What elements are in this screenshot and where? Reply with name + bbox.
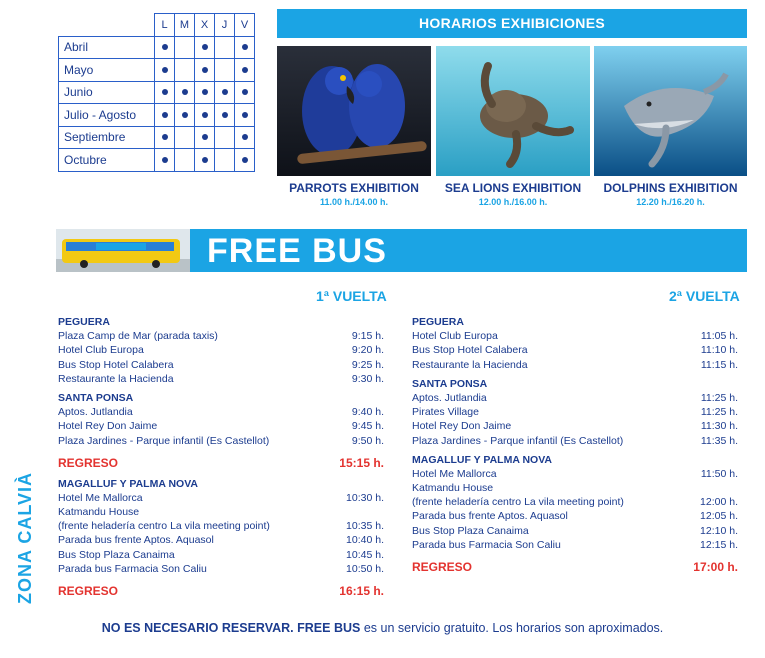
return-time-row (412, 558, 738, 576)
open-dot (242, 89, 248, 95)
day-cell (235, 126, 255, 149)
day-cell (155, 104, 175, 127)
open-dot (182, 112, 188, 118)
zone-heading: SANTA PONSA (412, 377, 488, 390)
day-cell (155, 59, 175, 82)
open-dot (202, 157, 208, 163)
month-label: Mayo (59, 59, 155, 82)
footer-note (0, 621, 765, 635)
return-time-row (58, 582, 384, 600)
open-dot (202, 44, 208, 50)
month-row (59, 149, 255, 172)
day-cell (175, 81, 195, 104)
stop-time: 11:50 h. (700, 467, 738, 480)
open-dot (162, 67, 168, 73)
stop-row (412, 405, 738, 419)
day-cell (195, 149, 215, 172)
second-round-heading: 2ª VUELTA (669, 288, 740, 304)
stop-time: 11:25 h. (700, 391, 738, 404)
stop-time: 11:35 h. (700, 434, 738, 447)
stop-time: 11:10 h. (700, 344, 738, 357)
day-cell (155, 126, 175, 149)
exhibitions-heading: HORARIOS EXHIBICIONES (277, 9, 747, 38)
stop-name: (frente heladería centro La vila meeting point) (58, 520, 270, 533)
parrots-title: PARROTS EXHIBITION (289, 181, 419, 195)
month-row (59, 59, 255, 82)
day-cell (235, 36, 255, 59)
zone-heading: PEGUERA (58, 316, 110, 328)
stop-name: Hotel Club Europa (412, 330, 498, 343)
stop-row (412, 509, 738, 523)
day-cell (175, 36, 195, 59)
day-cell (175, 126, 195, 149)
stop-name: (frente heladería centro La vila meeting point) (412, 496, 624, 509)
zone-heading: MAGALLUF Y PALMA NOVA (58, 477, 198, 490)
bus-icon (56, 229, 190, 272)
stop-row (58, 491, 384, 505)
day-cell (155, 81, 175, 104)
month-label: Julio - Agosto (59, 104, 155, 127)
open-dot (162, 44, 168, 50)
stop-time: 11:15 h. (700, 358, 738, 371)
day-cell (195, 59, 215, 82)
stop-name: Bus Stop Plaza Canaima (58, 548, 175, 561)
stop-name: Aptos. Jutlandia (58, 406, 133, 419)
open-dot (242, 67, 248, 73)
stop-time: 10:35 h. (346, 520, 384, 533)
zone-heading: PEGUERA (412, 316, 464, 328)
open-dot (202, 134, 208, 140)
stop-time: 9:25 h. (351, 358, 384, 371)
month-row (59, 104, 255, 127)
stop-name: Aptos. Jutlandia (412, 391, 487, 404)
stop-row (412, 329, 738, 343)
day-cell (175, 59, 195, 82)
stop-row (412, 343, 738, 357)
stop-name: Parada bus Farmacia Son Caliu (58, 562, 207, 575)
open-dot (242, 112, 248, 118)
stop-row (58, 548, 384, 562)
open-dot (242, 134, 248, 140)
stop-time: 9:50 h. (351, 434, 384, 447)
stop-name: Bus Stop Hotel Calabera (58, 358, 174, 371)
stop-row (58, 419, 384, 433)
first-round-heading: 1ª VUELTA (316, 288, 387, 304)
stop-row (58, 329, 384, 343)
stop-name: Pirates Village (412, 406, 479, 419)
stop-time: 9:30 h. (351, 372, 384, 385)
stop-name: Hotel Rey Don Jaime (412, 420, 512, 433)
day-header: M (175, 14, 195, 37)
stop-time: 12:10 h. (700, 524, 738, 537)
stop-name: Parada bus frente Aptos. Aquasol (58, 534, 214, 547)
day-cell (215, 59, 235, 82)
day-cell (235, 59, 255, 82)
return-time: 17:00 h. (693, 560, 738, 574)
day-cell (195, 104, 215, 127)
return-label: REGRESO (58, 455, 119, 470)
zona-calvia-label (5, 458, 39, 608)
open-dot (162, 134, 168, 140)
stop-time: 11:25 h. (700, 406, 738, 419)
stop-time: 9:45 h. (351, 420, 384, 433)
stop-time: 10:40 h. (346, 534, 384, 547)
stop-time: 9:40 h. (351, 406, 384, 419)
stop-name: Restaurante la Hacienda (412, 358, 528, 371)
svg-text:ZONA CALVIÀ: ZONA CALVIÀ (15, 472, 35, 604)
stop-time: 10:30 h. (346, 491, 384, 504)
return-label: REGRESO (58, 584, 119, 598)
stop-row (412, 495, 738, 509)
day-cell (195, 36, 215, 59)
stop-row (412, 481, 738, 495)
sea-lions-title: SEA LIONS EXHIBITION (444, 181, 582, 195)
free-bus-title: FREE BUS (207, 232, 387, 270)
sea-lions-time: 12.00 h./16.00 h. (478, 197, 548, 207)
stop-name: Bus Stop Hotel Calabera (412, 344, 528, 357)
stop-row (58, 562, 384, 576)
stop-row (412, 467, 738, 481)
stop-row (412, 419, 738, 433)
open-dot (162, 112, 168, 118)
month-label: Septiembre (59, 126, 155, 149)
open-dot (202, 112, 208, 118)
stop-name: Hotel Me Mallorca (58, 491, 143, 504)
dolphins-time: 12.20 h./16.20 h. (636, 197, 705, 207)
day-cell (235, 149, 255, 172)
zone-heading: SANTA PONSA (58, 391, 134, 404)
month-row (59, 126, 255, 149)
month-row (59, 36, 255, 59)
stop-time: 12:05 h. (700, 510, 738, 523)
stop-time: 9:15 h. (351, 330, 384, 343)
footer-rest: es un servicio gratuito. Los horarios son aproximados. (360, 621, 664, 635)
stop-name: Katmandu House (58, 506, 140, 519)
stop-time: 12:15 h. (700, 538, 738, 551)
open-dot (222, 89, 228, 95)
stop-row (412, 524, 738, 538)
parrots-time: 11.00 h./14.00 h. (319, 197, 389, 207)
dolphins-title: DOLPHINS EXHIBITION (603, 181, 738, 195)
day-cell (235, 104, 255, 127)
month-label: Abril (59, 36, 155, 59)
stop-name: Katmandu House (412, 482, 494, 495)
stop-row (58, 533, 384, 547)
stop-time: 10:45 h. (346, 548, 384, 561)
stop-time: 11:30 h. (700, 420, 738, 433)
stop-time: 11:05 h. (700, 330, 738, 343)
stop-name: Parada bus Farmacia Son Caliu (412, 538, 561, 551)
stop-time: 12:00 h. (700, 496, 738, 509)
day-cell (215, 149, 235, 172)
day-header: X (195, 14, 215, 37)
stop-name: Hotel Rey Don Jaime (58, 420, 158, 433)
parrots-photo (277, 46, 431, 176)
stop-row (412, 391, 738, 405)
dolphin-photo (594, 46, 747, 176)
opening-days-table (58, 13, 255, 172)
day-cell (155, 149, 175, 172)
open-dot (162, 89, 168, 95)
sea-lion-photo (436, 46, 590, 176)
stop-name: Plaza Jardines - Parque infantil (Es Castellot) (412, 434, 624, 447)
open-dot (222, 112, 228, 118)
stop-name: Bus Stop Plaza Canaima (412, 524, 529, 537)
stop-row (58, 343, 384, 357)
day-cell (235, 81, 255, 104)
day-cell (175, 104, 195, 127)
day-header: J (215, 14, 235, 37)
day-cell (155, 36, 175, 59)
stop-time: 10:50 h. (346, 562, 384, 575)
stop-row (58, 405, 384, 419)
month-label: Octubre (59, 149, 155, 172)
stop-name: Plaza Jardines - Parque infantil (Es Castellot) (58, 434, 270, 447)
zone-heading: MAGALLUF Y PALMA NOVA (412, 453, 552, 466)
open-dot (202, 67, 208, 73)
day-cell (215, 36, 235, 59)
return-time-row (58, 454, 384, 472)
stop-row (58, 372, 384, 386)
day-cell (195, 81, 215, 104)
open-dot (202, 89, 208, 95)
day-cell (215, 104, 235, 127)
stop-name: Plaza Camp de Mar (parada taxis) (58, 330, 218, 343)
stop-row (58, 358, 384, 372)
stop-row (412, 538, 738, 552)
second-round-schedule (412, 310, 738, 576)
stop-name: Parada bus frente Aptos. Aquasol (412, 510, 568, 523)
return-time: 16:15 h. (339, 584, 384, 598)
stop-row (58, 519, 384, 533)
return-time: 15:15 h. (339, 455, 384, 470)
open-dot (242, 44, 248, 50)
month-row (59, 81, 255, 104)
day-header: V (235, 14, 255, 37)
month-label: Junio (59, 81, 155, 104)
stop-name: Hotel Me Mallorca (412, 467, 497, 480)
open-dot (242, 157, 248, 163)
stop-name: Restaurante la Hacienda (58, 372, 174, 385)
day-header: L (155, 14, 175, 37)
day-cell (215, 81, 235, 104)
open-dot (182, 89, 188, 95)
stop-row (412, 358, 738, 372)
day-cell (215, 126, 235, 149)
stop-row (412, 434, 738, 448)
open-dot (162, 157, 168, 163)
first-round-schedule (58, 310, 384, 600)
day-cell (175, 149, 195, 172)
day-cell (195, 126, 215, 149)
stop-row (58, 434, 384, 448)
return-label: REGRESO (412, 560, 473, 574)
stop-time: 9:20 h. (351, 344, 384, 357)
stop-name: Hotel Club Europa (58, 344, 144, 357)
footer-bold: NO ES NECESARIO RESERVAR. FREE BUS (101, 621, 361, 635)
stop-row (58, 505, 384, 519)
